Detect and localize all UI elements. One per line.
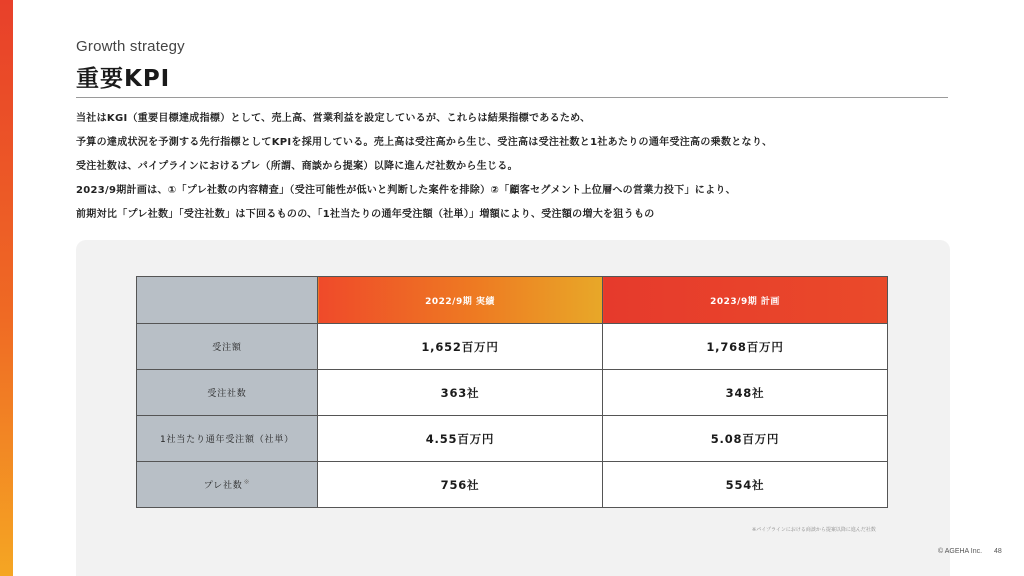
row-label: [137, 416, 318, 462]
page-number: 48: [994, 548, 1002, 555]
page-title: 重要KPI: [76, 66, 171, 92]
description-line: 予算の達成状況を予測する先行指標としてKPIを採用している。売上高は受注高から生じ、受注高は受注社数と1社あたりの通年受注高の乗数となり、: [76, 137, 773, 148]
table-row: [137, 370, 888, 416]
plan-value: 554社: [603, 462, 888, 508]
plan-value: 5.08百万円: [603, 416, 888, 462]
description-line: 前期対比「プレ社数」「受注社数」は下回るものの、「1社当たりの通年受注額（社単）」増額により、受注額の増大を狙うもの: [76, 209, 655, 220]
footnote: ※パイプラインにおける商談から提案以降に進んだ社数: [752, 527, 876, 533]
title-divider: [76, 97, 948, 98]
plan-value: 1,768百万円: [603, 324, 888, 370]
row-label-text: 受注額: [212, 343, 242, 353]
header-actual: 2022/9期 実績: [318, 277, 603, 324]
section-subtitle: Growth strategy: [76, 38, 185, 55]
copyright: © AGEHA Inc.: [938, 548, 983, 555]
actual-value: 756社: [318, 462, 603, 508]
row-label: [137, 370, 318, 416]
plan-value: 348社: [603, 370, 888, 416]
table-row: [137, 416, 888, 462]
row-label: [137, 462, 318, 508]
description-line: 当社はKGI（重要目標達成指標）として、売上高、営業利益を設定しているが、これらは結果指標であるため、: [76, 113, 591, 124]
table-corner-cell: [137, 277, 318, 324]
actual-value: 1,652百万円: [318, 324, 603, 370]
row-label-text: プレ社数: [203, 481, 243, 491]
actual-value: 363社: [318, 370, 603, 416]
kpi-table: [136, 276, 888, 508]
row-label: [137, 324, 318, 370]
row-label-text: 1社当たり通年受注額（社単）: [160, 435, 294, 445]
table-header-row: [137, 277, 888, 324]
header-plan: 2023/9期 計画: [603, 277, 888, 324]
description-line: 受注社数は、パイプラインにおけるプレ（所謂、商談から提案）以降に進んだ社数から生じる。: [76, 161, 518, 172]
actual-value: 4.55百万円: [318, 416, 603, 462]
table-row: [137, 324, 888, 370]
description-line: 2023/9期計画は、①「プレ社数の内容精査」（受注可能性が低いと判断した案件を排除）②「顧客セグメント上位層への営業力投下」により、: [76, 185, 736, 196]
description-text: [76, 107, 956, 227]
footnote-marker: ※: [243, 478, 251, 486]
accent-bar: [0, 0, 13, 576]
row-label-text: 受注社数: [207, 389, 247, 399]
table-row: [137, 462, 888, 508]
